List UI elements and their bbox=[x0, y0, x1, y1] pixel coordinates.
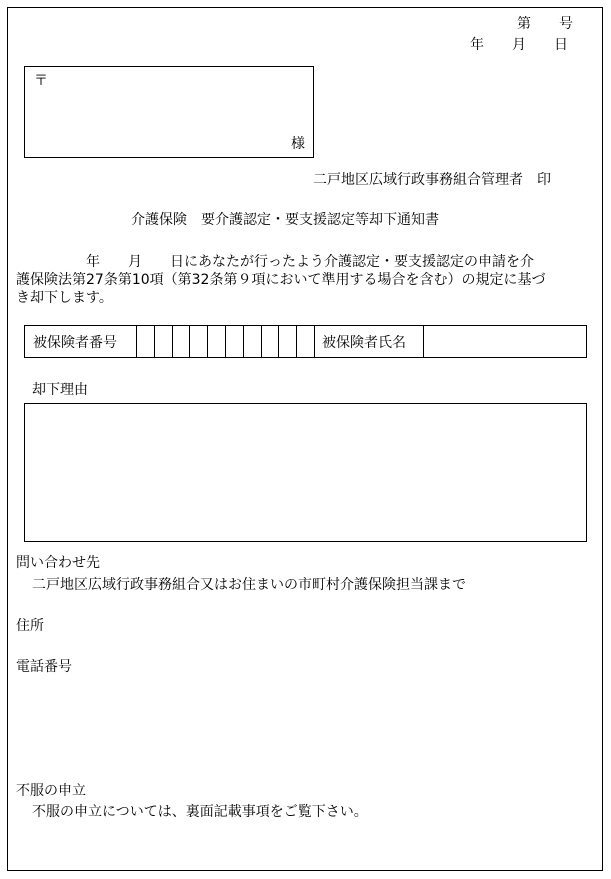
insured-number-digit-9[interactable] bbox=[279, 326, 297, 357]
notice-body-line-1: 年 月 日にあなたが行ったよう介護認定・要支援認定の申請を介 bbox=[16, 254, 534, 270]
recipient-honorific: 様 bbox=[291, 136, 305, 152]
insured-number-digit-2[interactable] bbox=[155, 326, 173, 357]
phone-label: 電話番号 bbox=[16, 659, 72, 675]
insured-info-table bbox=[24, 325, 587, 358]
insured-number-digit-5[interactable] bbox=[208, 326, 226, 357]
insured-number-digit-6[interactable] bbox=[226, 326, 244, 357]
notice-body-line-2: 護保険法第27条第10項（第32条第９項において準用する場合を含む）の規定に基づ bbox=[16, 272, 546, 288]
rejection-reason-text bbox=[25, 404, 586, 416]
document-title: 介護保険 要介護認定・要支援認定等却下通知書 bbox=[131, 212, 439, 228]
insured-number-digit-7[interactable] bbox=[244, 326, 262, 357]
insured-number-digit-8[interactable] bbox=[262, 326, 280, 357]
document-number-label: 第 号 bbox=[517, 16, 573, 32]
insured-number-label: 被保険者番号 bbox=[25, 326, 137, 357]
rejection-reason-label: 却下理由 bbox=[32, 382, 88, 398]
insured-number-digit-1[interactable] bbox=[137, 326, 155, 357]
inquiry-text: 二戸地区広域行政事務組合又はお住まいの市町村介護保険担当課まで bbox=[32, 577, 466, 593]
insured-number-digit-10[interactable] bbox=[297, 326, 315, 357]
inquiry-label: 問い合わせ先 bbox=[16, 555, 100, 571]
recipient-address-box bbox=[24, 66, 314, 158]
insured-number-digit-3[interactable] bbox=[173, 326, 191, 357]
postal-mark: 〒 bbox=[34, 73, 48, 89]
rejection-reason-box[interactable] bbox=[24, 403, 587, 542]
insured-number-digit-4[interactable] bbox=[190, 326, 208, 357]
insured-name-value[interactable] bbox=[424, 326, 586, 357]
notice-body-line-3: き却下します。 bbox=[16, 290, 113, 306]
appeal-label: 不服の申立 bbox=[16, 783, 86, 799]
appeal-text: 不服の申立については、裏面記載事項をご覧下さい。 bbox=[32, 804, 368, 820]
insured-name-label: 被保険者氏名 bbox=[315, 326, 424, 357]
document-date-label: 年 月 日 bbox=[470, 37, 568, 53]
issuer-name: 二戸地区広域行政事務組合管理者 印 bbox=[313, 172, 551, 188]
notice-body bbox=[16, 253, 600, 307]
address-label: 住所 bbox=[16, 618, 44, 634]
